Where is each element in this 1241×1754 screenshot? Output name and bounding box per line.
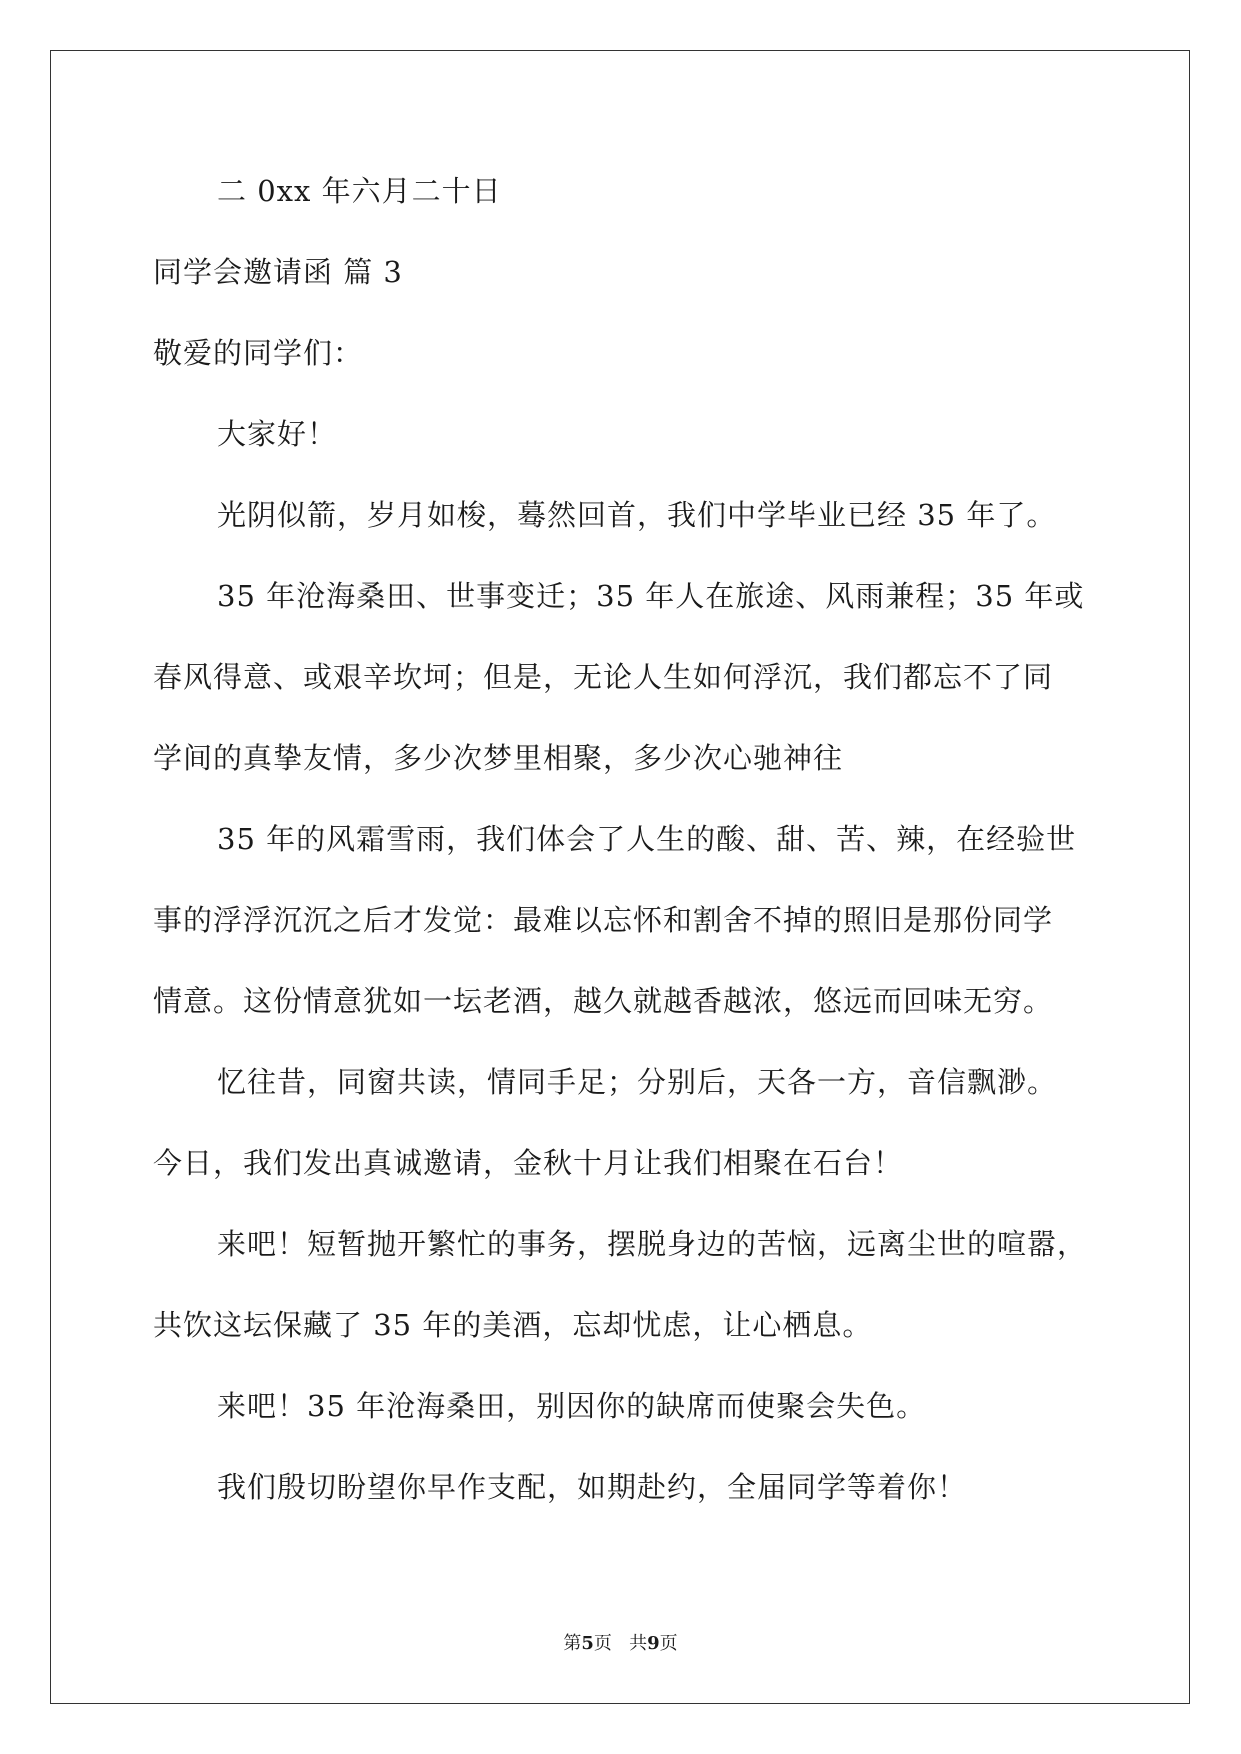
paragraph-line: 春风得意、或艰辛坎坷；但是，无论人生如何浮沉，我们都忘不了同 [153,660,1054,694]
footer-page-prefix: 第 [563,1633,582,1654]
paragraph-line: 35 年沧海桑田、世事变迁；35 年人在旅途、风雨兼程；35 年或 [217,579,1085,613]
footer-total-prefix: 共 [629,1633,648,1654]
footer-page-number: 5 [581,1633,594,1654]
paragraph-line: 忆往昔，同窗共读，情同手足；分别后，天各一方，音信飘渺。 [217,1065,1058,1099]
footer-page-suffix: 页 [593,1633,612,1654]
paragraph-line: 情意。这份情意犹如一坛老酒，越久就越香越浓，悠远而回味无穷。 [153,984,1054,1018]
page-footer [0,1632,1241,1656]
greeting: 大家好！ [217,417,338,451]
page-frame [50,50,1190,1704]
paragraph-line: 35 年的风霜雪雨，我们体会了人生的酸、甜、苦、辣，在经验世 [217,822,1077,856]
date-line: 二 0xx 年六月二十日 [217,174,502,208]
salutation: 敬爱的同学们： [153,336,364,370]
paragraph-line: 今日，我们发出真诚邀请，金秋十月让我们相聚在石台！ [153,1146,904,1180]
paragraph-line: 光阴似箭，岁月如梭，蓦然回首，我们中学毕业已经 35 年了。 [217,498,1057,532]
footer-total-suffix: 页 [659,1633,678,1654]
paragraph-line: 学间的真挚友情，多少次梦里相聚，多少次心驰神往 [153,741,844,775]
paragraph-line: 我们殷切盼望你早作支配，如期赴约，全届同学等着你！ [217,1470,968,1504]
section-title: 同学会邀请函 篇 3 [153,255,403,289]
footer-total-pages: 9 [647,1633,660,1654]
paragraph-line: 来吧！35 年沧海桑田，别因你的缺席而使聚会失色。 [217,1389,927,1423]
paragraph-line: 共饮这坛保藏了 35 年的美酒，忘却忧虑，让心栖息。 [153,1308,873,1342]
paragraph-line: 事的浮浮沉沉之后才发觉：最难以忘怀和割舍不掉的照旧是那份同学 [153,903,1054,937]
paragraph-line: 来吧！短暂抛开繁忙的事务，摆脱身边的苦恼，远离尘世的喧嚣， [217,1227,1088,1261]
